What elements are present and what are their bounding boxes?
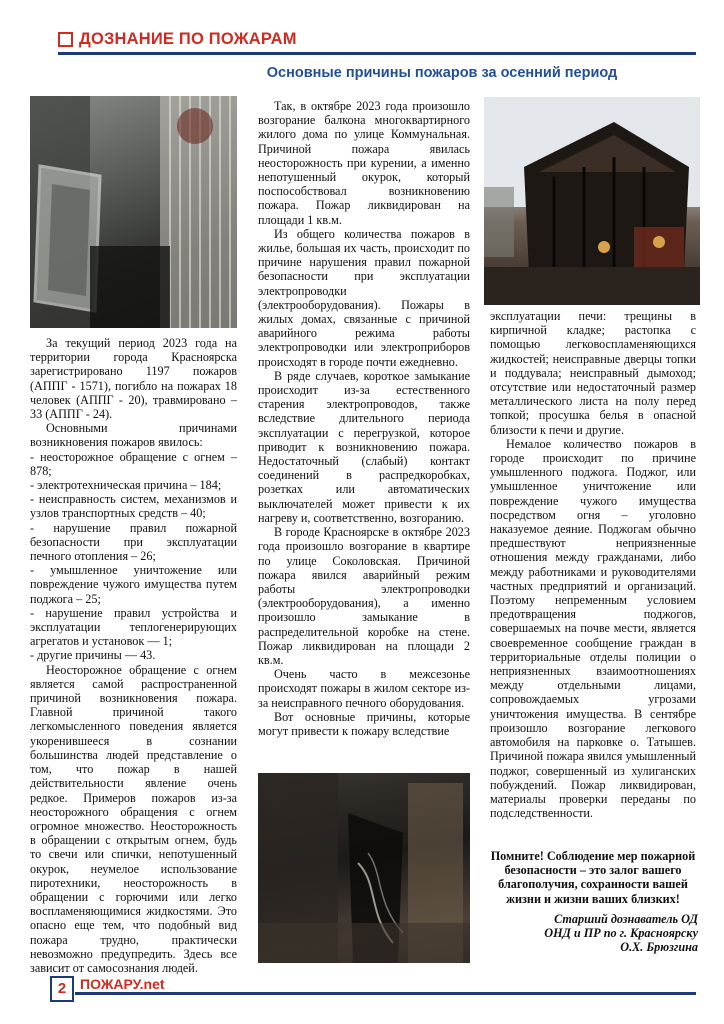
paragraph: Так, в октябре 2023 года произошло возгорание балкона многоквартирного жилого дома по улице Коммунальная. Причиной пожара явилась неосторожность при курении, а именно непотушенный окурок, который поспособствовал возникновению пожара. Пожар ликвидирован на площади 1 кв.м. — [258, 99, 470, 227]
list-item: - нарушение правил пожарной безопасности при эксплуатации печного отопления – 26; — [30, 520, 237, 564]
list-item: - неосторожное обращение с огнем – 878; — [30, 449, 237, 478]
paragraph: Немалое количество пожаров в городе происходит по причине умышленного поджога. Поджог, или умышленное уничтожение или повреждение чужого имущества посредством огня – уголовно наказуемое деяние. Поджогам обычно предшествуют неприязненные отношения между гражданами, либо между работниками и руководителями частных предприятий и организаций. Поэтому непременным условием предотвращения поджогов, совершаемых на почве мести, является своевременное сообщение граждан в территориальные отделы полиции о неприязненных взаимоотношениях между отдельными лицами, сопровождаемых угрозами уничтожения имущества. В сентябре произошло возгорание легкового автомобиля на парковке о. Татышев. Причиной пожара явился умышленный поджог, совершенный из хулиганских побуждений. Пожар ликвидирован, материалы проверки переданы по подследственности. — [490, 436, 696, 821]
section-header — [58, 30, 297, 49]
column-2 — [258, 99, 470, 738]
paragraph: Из общего количества пожаров в жилье, большая их часть, происходит по причине нарушения правил пожарной безопасности при эксплуатации электропроводки (электрооборудования). Пожары в жилых домах, связанные с причиной аварийного режима работы электропроводки или электроприборов происходят в городе почти ежедневно. — [258, 226, 470, 369]
column-3 — [490, 309, 696, 820]
footer-rule — [75, 992, 696, 995]
list-item: - неисправность систем, механизмов и узлов транспортных средств – 40; — [30, 492, 237, 521]
section-title: ДОЗНАНИЕ ПО ПОЖАРАМ — [79, 30, 297, 48]
photo-burned-balcony — [30, 96, 237, 328]
signature-block — [490, 912, 698, 955]
article-title: Основные причины пожаров за осенний период — [266, 65, 618, 81]
list-item: - электротехническая причина – 184; — [30, 478, 222, 493]
signature-line: Старший дознаватель ОД — [554, 912, 698, 926]
burned-balcony-illustration — [30, 96, 237, 328]
page-number: 2 — [50, 976, 74, 1002]
brand-name: ПОЖАРУ.net — [80, 976, 165, 992]
burned-interior-illustration — [258, 773, 470, 963]
paragraph: эксплуатации печи: трещины в кирпичной кладке; растопка с помощью легковоспламеняющихся жидкостей; неисправные дверцы топки и поддувала; неисправный дымоход; отсутствие или недостаточный размер металлического листа на полу перед топкой; просушка белья в опасной близости к печи и другие. — [490, 309, 696, 437]
list-item: - умышленное уничтожение или повреждение чужого имущества путем поджога – 25; — [30, 563, 237, 606]
signature-line: ОНД и ПР по г. Красноярску — [544, 926, 698, 941]
list-item: - нарушение правил устройства и эксплуатации теплогенерирующих агрегатов и установок — 1; — [30, 605, 237, 649]
paragraph: За текущий период 2023 года на территории города Красноярска зарегистрировано 1197 пожаров (АППГ - 1571), погибло на пожарах 18 человек (АППГ - 20), травмировано – 33 (АППГ - 24). — [30, 336, 237, 422]
paragraph: Вот основные причины, которые могут привести к пожару вследствие — [258, 709, 470, 738]
paragraph: Неосторожное обращение с огнем является самой распространенной причиной возникновения пожара. Главной причиной такого легкомысленного поведения является укоренившееся в сознании большинства людей представление о том, что пожар в нашей действительности явление очень редкое. Примеров пожаров из-за неосторожного обращения с огнем огромное множество. Неосторожность в обращении с открытым огнем, будь то свечи или спички, непотушенный окурок, неумелое использование пиротехники, неосторожность в обращении с горючими или легко воспламеняющимися жидкостями. Это опасно еще тем, что подобный вид пожара трудно, практически невозможно предупредить. Здесь все зависит от самосознания людей. — [30, 662, 237, 975]
header-rule — [58, 52, 696, 55]
closing-note: Помните! Соблюдение мер пожарной безопасности – это залог вашего благополучия, сохранности вашей жизни и жизни ваших близких! — [490, 849, 696, 906]
paragraph: В ряде случаев, короткое замыкание происходит из-за естественного старения электропроводов, также вследствие длительного периода эксплуатации с перегрузкой, которое приводит к возникновению пожара. Недостаточный (слабый) контакт соединений в распредкоробках, розетках или автоматических выключателей может привести к их нагреву и, соответственно, возгоранию. — [258, 368, 470, 525]
paragraph: В городе Красноярске в октябре 2023 года произошло возгорание в квартире по улице Соколовская. Причиной пожара явился аварийный режим работы электропроводки (электрооборудования), а именно произошло замыкание в распределительной коробке на стене. Пожар ликвидирован на площади 2 кв.м. — [258, 525, 470, 667]
burned-house-illustration — [484, 97, 700, 305]
signature-line: О.Х. Брюзгина — [620, 940, 698, 955]
photo-burned-interior — [258, 773, 470, 963]
column-1 — [30, 336, 237, 975]
paragraph: Очень часто в межсезонье происходят пожары в жилом секторе из-за неисправного печного оборудования. — [258, 667, 470, 710]
list-item: - другие причины — 43. — [30, 648, 156, 663]
paragraph: Основными причинами возникновения пожаров явилось: — [30, 421, 237, 450]
checkbox-square-icon — [58, 32, 73, 47]
photo-burned-house — [484, 97, 700, 305]
